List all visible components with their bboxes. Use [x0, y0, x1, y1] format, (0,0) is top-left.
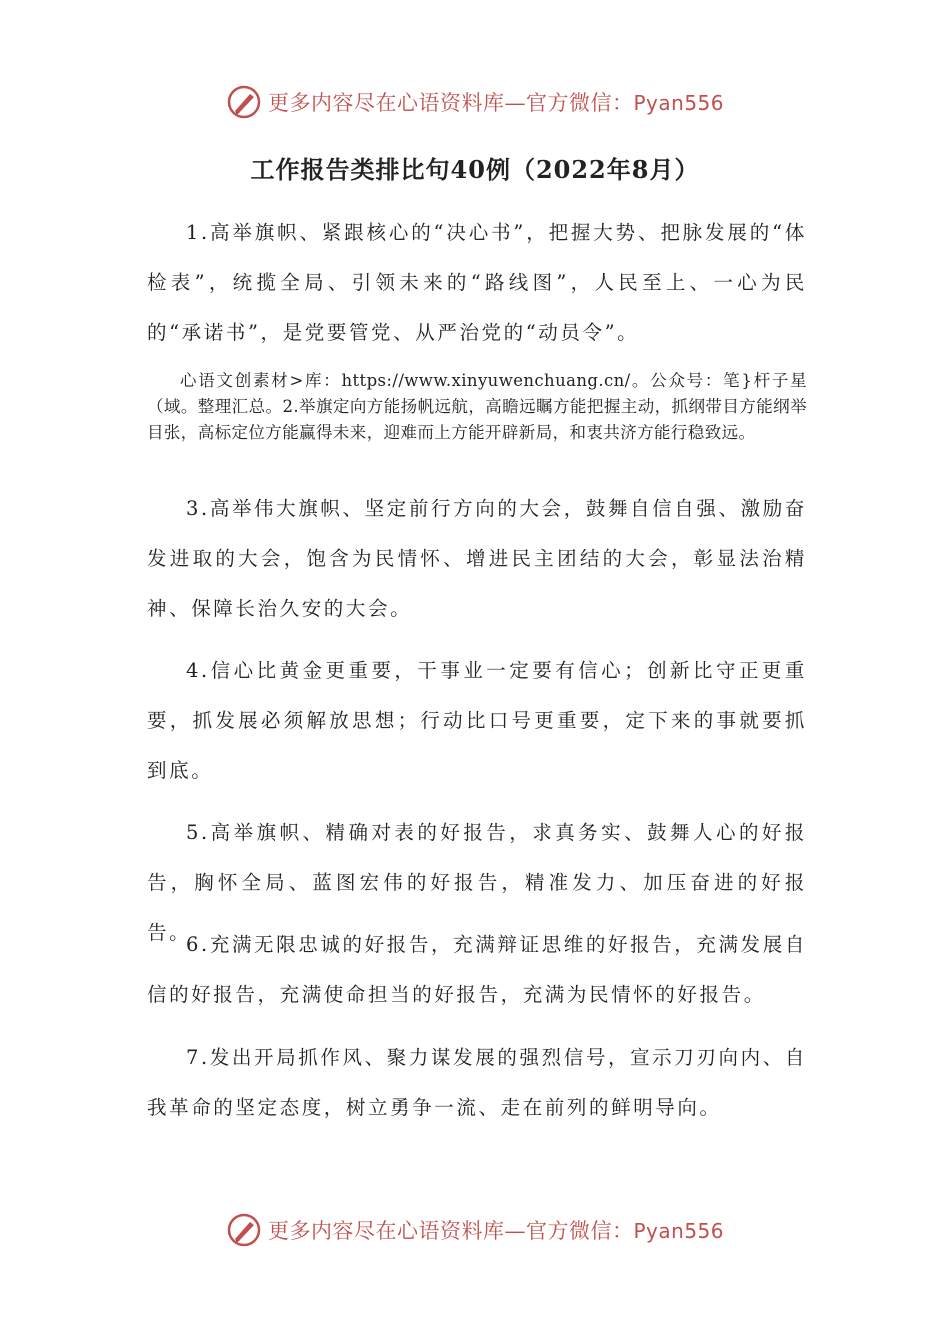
paragraph-5: 5.高举旗帜、精确对表的好报告，求真务实、鼓舞人心的好报告，胸怀全局、蓝图宏伟的好报告，精准发力、加压奋进的好报告。: [147, 821, 807, 944]
pen-logo-icon: [226, 1212, 262, 1248]
paragraph-2: 心语文创素材>库：https://www.xinyuwenchuang.cn/。公众号：笔}杆子星（域。整理汇总。2.举旗定向方能扬帆远航，高瞻远瞩方能把握主动，抓纲带目方能纲举目张，高标定位方能赢得未来，迎难而上方能开辟新局，和衷共济方能行稳致远。: [147, 371, 807, 442]
paragraph-7: 7.发出开局抓作风、聚力谋发展的强烈信号，宣示刀刃向内、自我革命的坚定态度，树立勇争一流、走在前列的鲜明导向。: [147, 1046, 807, 1119]
banner-text: 更多内容尽在心语资料库—官方微信：Pyan556: [267, 91, 724, 115]
pen-logo-icon: [226, 84, 262, 120]
paragraph-1: 1.高举旗帜、紧跟核心的“决心书”，把握大势、把脉发展的“体检表”，统揽全局、引领未来的“路线图”，人民至上、一心为民的“承诺书”，是党要管党、从严治党的“动员令”。: [147, 221, 807, 344]
banner-text: 更多内容尽在心语资料库—官方微信：Pyan556: [267, 1219, 724, 1243]
header-banner: [0, 80, 950, 124]
footer-banner: [0, 1208, 950, 1252]
paragraph-6: 6.充满无限忠诚的好报告，充满辩证思维的好报告，充满发展自信的好报告，充满使命担当的好报告，充满为民情怀的好报告。: [147, 933, 807, 1006]
page-title: 工作报告类排比句40例（2022年8月）: [250, 155, 700, 184]
paragraph-3: 3.高举伟大旗帜、坚定前行方向的大会，鼓舞自信自强、激励奋发进取的大会，饱含为民情怀、增进民主团结的大会，彰显法治精神、保障长治久安的大会。: [147, 497, 807, 620]
paragraph-4: 4.信心比黄金更重要，干事业一定要有信心；创新比守正更重要，抓发展必须解放思想；行动比口号更重要，定下来的事就要抓到底。: [147, 659, 807, 782]
